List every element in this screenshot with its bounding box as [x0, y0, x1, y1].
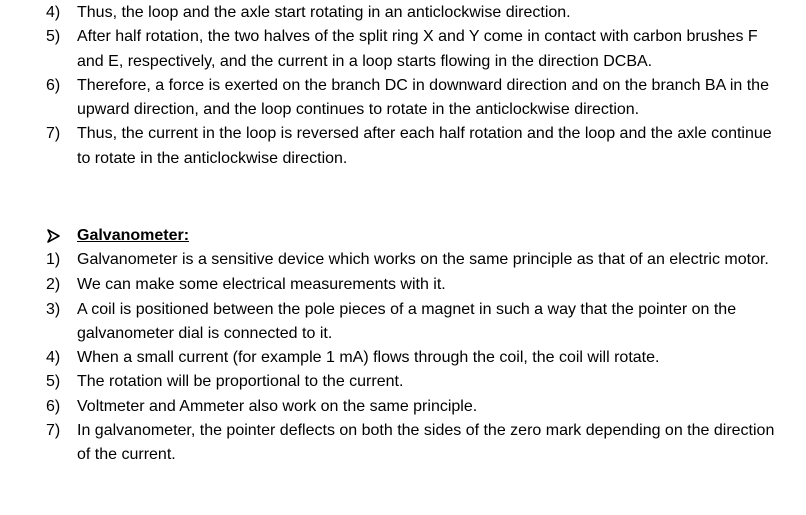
- item-number: 4): [46, 349, 61, 367]
- list-item: [0, 370, 806, 394]
- item-number: 3): [46, 300, 61, 318]
- motor-steps-list: [0, 1, 806, 171]
- item-text: In galvanometer, the pointer deflects on both the sides of the zero mark depending on the direction of the current.: [77, 422, 775, 464]
- list-item: [0, 1, 806, 25]
- item-number: 7): [46, 422, 61, 440]
- arrow-bullet-icon: [46, 224, 62, 248]
- item-text: Thus, the current in the loop is reversed after each half rotation and the loop and the axle continue to rotate in the anticlockwise direction.: [77, 125, 772, 167]
- item-number: 6): [46, 76, 61, 94]
- item-text: Galvanometer is a sensitive device which works on the same principle as that of an electric motor.: [77, 251, 769, 268]
- list-item: [0, 25, 806, 74]
- item-text: After half rotation, the two halves of the split ring X and Y come in contact with carbon brushes F and E, respectively, and the current in a loop starts flowing in the direction DCBA.: [77, 28, 758, 70]
- item-number: 4): [46, 4, 61, 21]
- item-text: Thus, the loop and the axle start rotating in an anticlockwise direction.: [77, 4, 571, 21]
- item-text: When a small current (for example 1 mA) flows through the coil, the coil will rotate.: [77, 349, 660, 367]
- list-item: [0, 298, 806, 347]
- item-number: 1): [46, 251, 61, 268]
- item-text: Therefore, a force is exerted on the branch DC in downward direction and on the branch BA in the upward direction, and the loop continues to rotate in the anticlockwise direction.: [77, 76, 769, 119]
- list-item: [0, 248, 806, 272]
- list-item: [0, 122, 806, 171]
- item-text: Voltmeter and Ammeter also work on the same principle.: [77, 397, 478, 415]
- galvanometer-heading: [0, 224, 806, 248]
- item-number: 2): [46, 276, 61, 294]
- item-text: The rotation will be proportional to the current.: [77, 373, 404, 391]
- item-number: 7): [46, 125, 61, 143]
- list-item: [0, 346, 806, 370]
- galvanometer-points-list: [0, 248, 806, 468]
- item-text: We can make some electrical measurements with it.: [77, 276, 446, 294]
- list-item: [0, 74, 806, 123]
- list-item: [0, 273, 806, 297]
- section-heading: Galvanometer:: [77, 227, 190, 244]
- list-item: [0, 419, 806, 468]
- item-number: 5): [46, 373, 61, 391]
- list-item: [0, 395, 806, 419]
- item-text: A coil is positioned between the pole pieces of a magnet in such a way that the pointer on the galvanometer dial is connected to it.: [77, 300, 737, 342]
- item-number: 6): [46, 397, 61, 415]
- item-number: 5): [46, 28, 61, 46]
